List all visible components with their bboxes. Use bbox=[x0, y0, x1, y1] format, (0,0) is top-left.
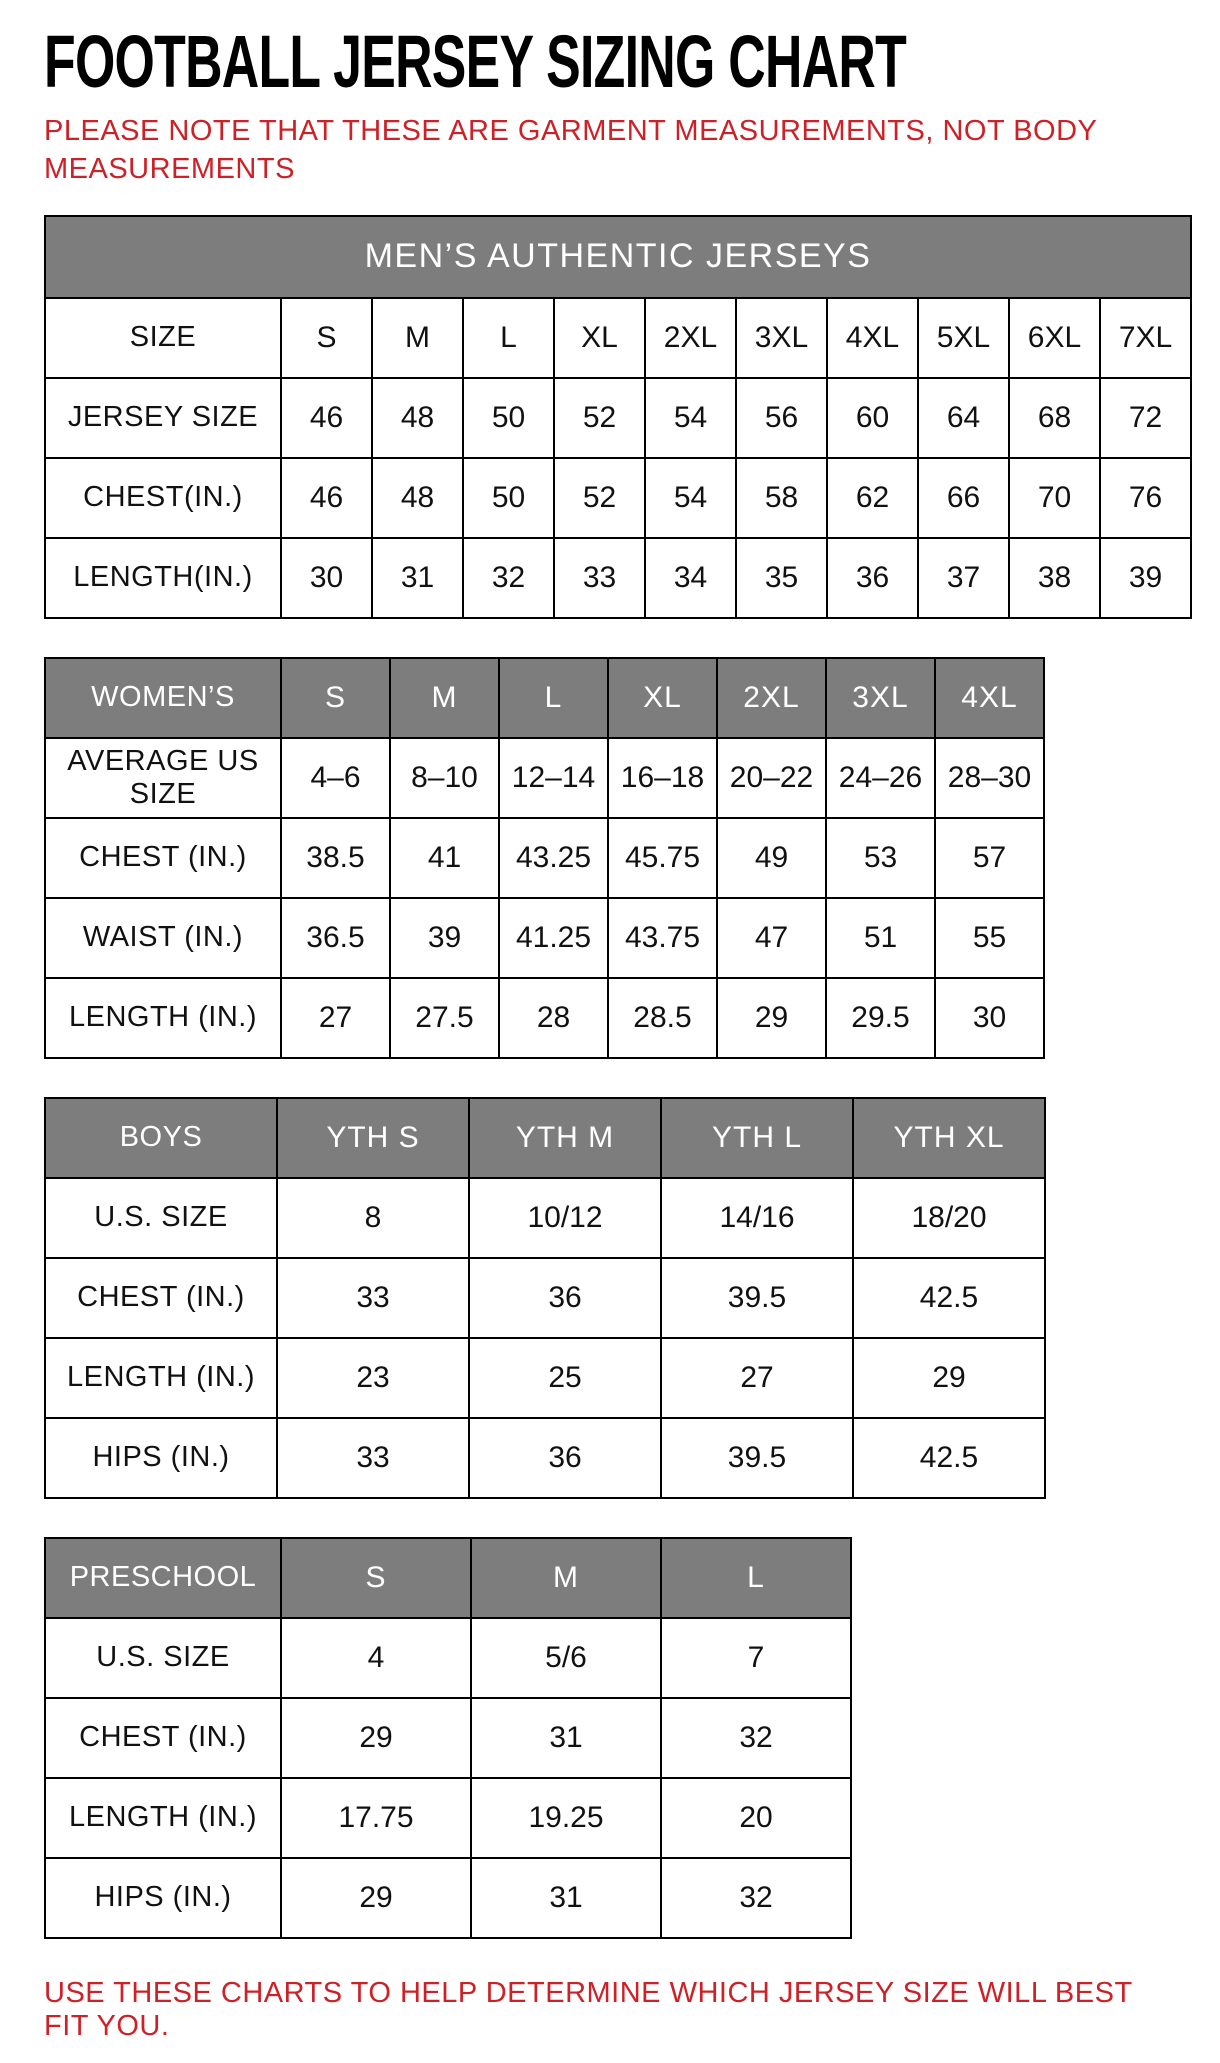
table-cell: 72 bbox=[1100, 378, 1191, 458]
table-cell: 17.75 bbox=[281, 1778, 471, 1858]
table-cell: 27 bbox=[661, 1338, 853, 1418]
table-cell: 43.25 bbox=[499, 818, 608, 898]
table-cell: 20–22 bbox=[717, 738, 826, 818]
row-label: LENGTH (IN.) bbox=[45, 978, 281, 1058]
table-cell: 7 bbox=[661, 1618, 851, 1698]
column-header: L bbox=[499, 658, 608, 738]
table-cell: 8–10 bbox=[390, 738, 499, 818]
table-cell: 36 bbox=[827, 538, 918, 618]
row-label: LENGTH (IN.) bbox=[45, 1338, 277, 1418]
row-label: HIPS (IN.) bbox=[45, 1858, 281, 1938]
row-label: SIZE bbox=[45, 298, 281, 378]
table-cell: 27 bbox=[281, 978, 390, 1058]
table-cell: 20 bbox=[661, 1778, 851, 1858]
mens-authentic-jerseys-table bbox=[44, 215, 1192, 619]
womens-sizing-table bbox=[44, 657, 1045, 1059]
row-label: JERSEY SIZE bbox=[45, 378, 281, 458]
table-cell: 39 bbox=[1100, 538, 1191, 618]
table-cell: 36 bbox=[469, 1258, 661, 1338]
table-cell: 8 bbox=[277, 1178, 469, 1258]
table-cell: 10/12 bbox=[469, 1178, 661, 1258]
table-cell: 76 bbox=[1100, 458, 1191, 538]
table-cell: 60 bbox=[827, 378, 918, 458]
column-header: 2XL bbox=[717, 658, 826, 738]
row-label: LENGTH(IN.) bbox=[45, 538, 281, 618]
table-cell: 4 bbox=[281, 1618, 471, 1698]
table-cell: 41 bbox=[390, 818, 499, 898]
table-cell: 14/16 bbox=[661, 1178, 853, 1258]
table-cell: 24–26 bbox=[826, 738, 935, 818]
table-cell: 28 bbox=[499, 978, 608, 1058]
row-label: CHEST(IN.) bbox=[45, 458, 281, 538]
table-cell: 4XL bbox=[827, 298, 918, 378]
table-cell: 48 bbox=[372, 378, 463, 458]
row-label: HIPS (IN.) bbox=[45, 1418, 277, 1498]
table-header-label: WOMEN’S bbox=[45, 658, 281, 738]
column-header: YTH M bbox=[469, 1098, 661, 1178]
table-cell: 16–18 bbox=[608, 738, 717, 818]
table-header-row bbox=[45, 1538, 851, 1618]
table-cell: 62 bbox=[827, 458, 918, 538]
table-row bbox=[45, 1778, 851, 1858]
table-cell: 12–14 bbox=[499, 738, 608, 818]
table-cell: M bbox=[372, 298, 463, 378]
table-cell: 55 bbox=[935, 898, 1044, 978]
table-cell: 6XL bbox=[1009, 298, 1100, 378]
table-cell: 70 bbox=[1009, 458, 1100, 538]
table-row bbox=[45, 1258, 1045, 1338]
table-cell: 39.5 bbox=[661, 1418, 853, 1498]
table-cell: 54 bbox=[645, 458, 736, 538]
table-cell: 5XL bbox=[918, 298, 1009, 378]
table-row bbox=[45, 1858, 851, 1938]
table-cell: 18/20 bbox=[853, 1178, 1045, 1258]
table-cell: 31 bbox=[471, 1858, 661, 1938]
table-cell: 29 bbox=[853, 1338, 1045, 1418]
page-title bbox=[44, 20, 1176, 103]
table-row bbox=[45, 378, 1191, 458]
table-cell: 5/6 bbox=[471, 1618, 661, 1698]
table-cell: 27.5 bbox=[390, 978, 499, 1058]
table-cell: 28.5 bbox=[608, 978, 717, 1058]
row-label: CHEST (IN.) bbox=[45, 1698, 281, 1778]
table-cell: 39 bbox=[390, 898, 499, 978]
table-cell: 52 bbox=[554, 458, 645, 538]
column-header: YTH S bbox=[277, 1098, 469, 1178]
table-cell: 46 bbox=[281, 458, 372, 538]
table-cell: 2XL bbox=[645, 298, 736, 378]
table-cell: 39.5 bbox=[661, 1258, 853, 1338]
column-header: YTH XL bbox=[853, 1098, 1045, 1178]
table-row bbox=[45, 1698, 851, 1778]
table-cell: 4–6 bbox=[281, 738, 390, 818]
table-row bbox=[45, 738, 1044, 818]
table-row bbox=[45, 458, 1191, 538]
table-cell: 48 bbox=[372, 458, 463, 538]
table-cell: 32 bbox=[661, 1858, 851, 1938]
table-cell: 41.25 bbox=[499, 898, 608, 978]
column-header: M bbox=[471, 1538, 661, 1618]
table-cell: 31 bbox=[471, 1698, 661, 1778]
table-cell: 49 bbox=[717, 818, 826, 898]
table-cell: 31 bbox=[372, 538, 463, 618]
column-header: YTH L bbox=[661, 1098, 853, 1178]
table-cell: 33 bbox=[554, 538, 645, 618]
table-cell: S bbox=[281, 298, 372, 378]
column-header: XL bbox=[608, 658, 717, 738]
table-row bbox=[45, 1618, 851, 1698]
footer-note: USE THESE CHARTS TO HELP DETERMINE WHICH JERSEY SIZE WILL BEST FIT YOU. bbox=[44, 1976, 1133, 2042]
table-cell: XL bbox=[554, 298, 645, 378]
table-cell: L bbox=[463, 298, 554, 378]
table-cell: 7XL bbox=[1100, 298, 1191, 378]
table-row bbox=[45, 978, 1044, 1058]
table-cell: 42.5 bbox=[853, 1258, 1045, 1338]
table-cell: 56 bbox=[736, 378, 827, 458]
table-row bbox=[45, 1418, 1045, 1498]
table-row bbox=[45, 898, 1044, 978]
table-cell: 37 bbox=[918, 538, 1009, 618]
table-cell: 29 bbox=[717, 978, 826, 1058]
table-cell: 42.5 bbox=[853, 1418, 1045, 1498]
preschool-sizing-table bbox=[44, 1537, 852, 1939]
table-cell: 29.5 bbox=[826, 978, 935, 1058]
row-label: CHEST (IN.) bbox=[45, 1258, 277, 1338]
row-label: CHEST (IN.) bbox=[45, 818, 281, 898]
table-cell: 68 bbox=[1009, 378, 1100, 458]
row-label: U.S. SIZE bbox=[45, 1178, 277, 1258]
table-cell: 53 bbox=[826, 818, 935, 898]
table-cell: 33 bbox=[277, 1418, 469, 1498]
table-cell: 47 bbox=[717, 898, 826, 978]
boys-sizing-table bbox=[44, 1097, 1046, 1499]
table-cell: 34 bbox=[645, 538, 736, 618]
table-cell: 46 bbox=[281, 378, 372, 458]
row-label: U.S. SIZE bbox=[45, 1618, 281, 1698]
table-cell: 36 bbox=[469, 1418, 661, 1498]
table-row bbox=[45, 538, 1191, 618]
table-row bbox=[45, 818, 1044, 898]
table-cell: 33 bbox=[277, 1258, 469, 1338]
table-cell: 66 bbox=[918, 458, 1009, 538]
row-label: AVERAGE US SIZE bbox=[45, 738, 281, 818]
table-cell: 3XL bbox=[736, 298, 827, 378]
table-cell: 57 bbox=[935, 818, 1044, 898]
column-header: M bbox=[390, 658, 499, 738]
table-cell: 30 bbox=[281, 538, 372, 618]
table-cell: 35 bbox=[736, 538, 827, 618]
table-cell: 19.25 bbox=[471, 1778, 661, 1858]
table-cell: 52 bbox=[554, 378, 645, 458]
table-row bbox=[45, 1178, 1045, 1258]
table-cell: 51 bbox=[826, 898, 935, 978]
table-cell: 50 bbox=[463, 378, 554, 458]
column-header: S bbox=[281, 658, 390, 738]
column-header: 4XL bbox=[935, 658, 1044, 738]
table-cell: 29 bbox=[281, 1858, 471, 1938]
table-cell: 64 bbox=[918, 378, 1009, 458]
table-cell: 32 bbox=[661, 1698, 851, 1778]
table-header-label: PRESCHOOL bbox=[45, 1538, 281, 1618]
table-row bbox=[45, 298, 1191, 378]
table-cell: 23 bbox=[277, 1338, 469, 1418]
table-cell: 25 bbox=[469, 1338, 661, 1418]
table-header-row bbox=[45, 1098, 1045, 1178]
table-cell: 38.5 bbox=[281, 818, 390, 898]
table-cell: 38 bbox=[1009, 538, 1100, 618]
table-cell: 50 bbox=[463, 458, 554, 538]
table-row bbox=[45, 1338, 1045, 1418]
table-cell: 58 bbox=[736, 458, 827, 538]
table-cell: 36.5 bbox=[281, 898, 390, 978]
table-cell: 45.75 bbox=[608, 818, 717, 898]
table-cell: 54 bbox=[645, 378, 736, 458]
table-banner: MEN’S AUTHENTIC JERSEYS bbox=[45, 216, 1191, 298]
row-label: WAIST (IN.) bbox=[45, 898, 281, 978]
column-header: L bbox=[661, 1538, 851, 1618]
measurement-note: PLEASE NOTE THAT THESE ARE GARMENT MEASUREMENTS, NOT BODY MEASUREMENTS bbox=[44, 115, 1097, 186]
page-title-text: FOOTBALL JERSEY SIZING CHART bbox=[44, 20, 907, 103]
table-cell: 28–30 bbox=[935, 738, 1044, 818]
table-cell: 30 bbox=[935, 978, 1044, 1058]
column-header: 3XL bbox=[826, 658, 935, 738]
table-cell: 29 bbox=[281, 1698, 471, 1778]
table-header-row bbox=[45, 658, 1044, 738]
row-label: LENGTH (IN.) bbox=[45, 1778, 281, 1858]
table-cell: 32 bbox=[463, 538, 554, 618]
table-cell: 43.75 bbox=[608, 898, 717, 978]
table-banner-row bbox=[45, 216, 1191, 298]
column-header: S bbox=[281, 1538, 471, 1618]
table-header-label: BOYS bbox=[45, 1098, 277, 1178]
